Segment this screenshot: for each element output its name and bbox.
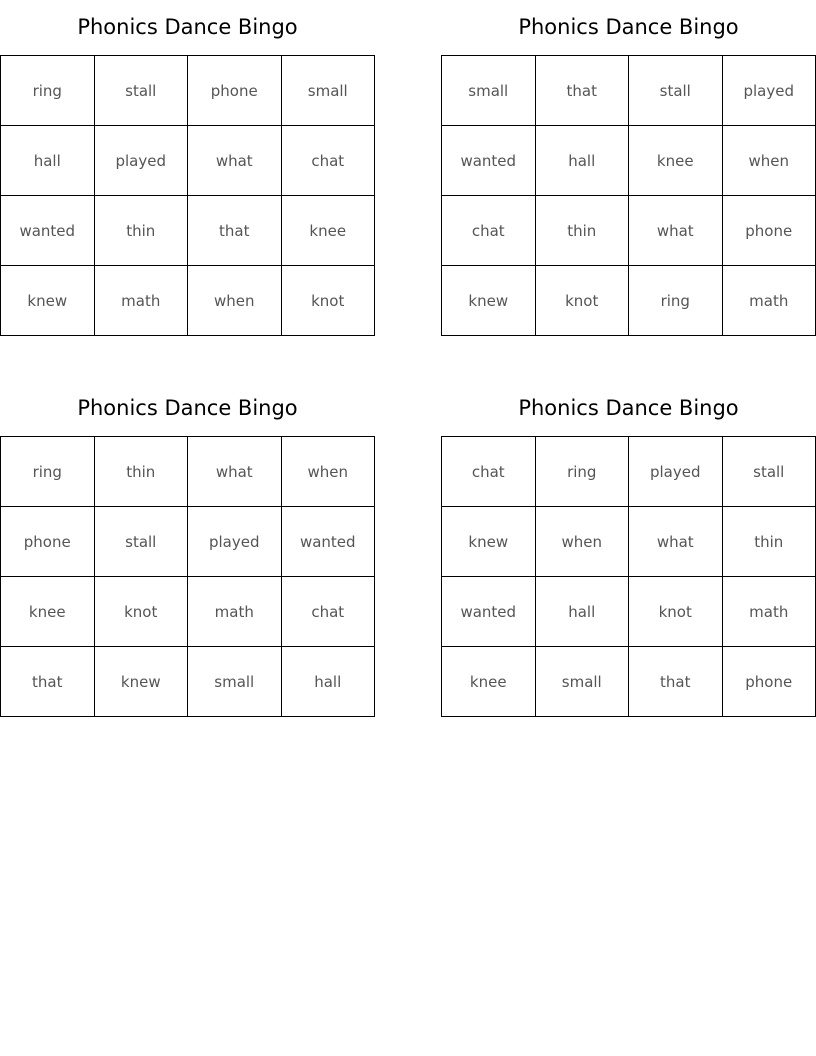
bingo-cell: phone — [1, 507, 95, 577]
card-title: Phonics Dance Bingo — [77, 396, 298, 420]
bingo-cell: knew — [442, 507, 536, 577]
bingo-cell: knot — [629, 577, 723, 647]
bingo-cell: chat — [442, 437, 536, 507]
grid-row — [1, 266, 375, 336]
bingo-grid — [441, 436, 816, 717]
bingo-grid — [441, 55, 816, 336]
bingo-cell: ring — [535, 437, 629, 507]
bingo-cell: knee — [629, 126, 723, 196]
bingo-cell: what — [629, 196, 723, 266]
bingo-cell: math — [722, 577, 816, 647]
bingo-cell: phone — [188, 56, 282, 126]
bingo-cell: hall — [535, 577, 629, 647]
bingo-cell: what — [629, 507, 723, 577]
grid-row — [442, 196, 816, 266]
bingo-cell: wanted — [442, 577, 536, 647]
bingo-cell: small — [442, 56, 536, 126]
bingo-cell: wanted — [1, 196, 95, 266]
bingo-cell: stall — [629, 56, 723, 126]
bingo-cell: small — [281, 56, 375, 126]
bingo-cell: knew — [94, 647, 188, 717]
bingo-cell: when — [281, 437, 375, 507]
bingo-cell: knee — [442, 647, 536, 717]
bingo-cell: hall — [535, 126, 629, 196]
bingo-cell: knot — [94, 577, 188, 647]
bingo-cell: thin — [722, 507, 816, 577]
bingo-cell: when — [188, 266, 282, 336]
bingo-cell: that — [188, 196, 282, 266]
bingo-cell: chat — [442, 196, 536, 266]
bingo-cell: ring — [1, 437, 95, 507]
bingo-card-1 — [0, 0, 375, 336]
grid-row — [442, 56, 816, 126]
bingo-cell: that — [629, 647, 723, 717]
bingo-cell: knee — [281, 196, 375, 266]
bingo-cell: thin — [94, 437, 188, 507]
grid-row — [442, 266, 816, 336]
grid-row — [1, 56, 375, 126]
bingo-cell: thin — [94, 196, 188, 266]
bingo-cell: math — [188, 577, 282, 647]
bingo-cell: knee — [1, 577, 95, 647]
bingo-cell: knot — [281, 266, 375, 336]
grid-row — [442, 437, 816, 507]
grid-row — [1, 126, 375, 196]
bingo-cell: when — [535, 507, 629, 577]
bingo-cell: phone — [722, 647, 816, 717]
bingo-cell: played — [629, 437, 723, 507]
bingo-cell: played — [722, 56, 816, 126]
bingo-cell: math — [94, 266, 188, 336]
bingo-cell: chat — [281, 126, 375, 196]
bingo-cell: thin — [535, 196, 629, 266]
grid-row — [442, 126, 816, 196]
grid-row — [442, 577, 816, 647]
grid-row — [1, 507, 375, 577]
grid-row — [1, 577, 375, 647]
bingo-cell: that — [1, 647, 95, 717]
bingo-cell: ring — [629, 266, 723, 336]
grid-row — [442, 507, 816, 577]
bingo-card-2 — [441, 0, 816, 336]
bingo-cell: played — [188, 507, 282, 577]
card-title: Phonics Dance Bingo — [77, 15, 298, 39]
bingo-cell: knot — [535, 266, 629, 336]
bingo-cell: wanted — [442, 126, 536, 196]
card-title: Phonics Dance Bingo — [518, 15, 739, 39]
bingo-card-4 — [441, 381, 816, 717]
bingo-cell: math — [722, 266, 816, 336]
bingo-cell: what — [188, 437, 282, 507]
bingo-cell: hall — [281, 647, 375, 717]
grid-row — [1, 196, 375, 266]
bingo-cell: wanted — [281, 507, 375, 577]
bingo-cell: played — [94, 126, 188, 196]
bingo-cell: stall — [94, 507, 188, 577]
bingo-cell: knew — [1, 266, 95, 336]
grid-row — [1, 647, 375, 717]
bingo-cell: hall — [1, 126, 95, 196]
bingo-cell: knew — [442, 266, 536, 336]
grid-row — [1, 437, 375, 507]
bingo-cell: phone — [722, 196, 816, 266]
bingo-cell: chat — [281, 577, 375, 647]
bingo-grid — [0, 55, 375, 336]
bingo-cell: what — [188, 126, 282, 196]
bingo-cell: small — [535, 647, 629, 717]
bingo-cell: that — [535, 56, 629, 126]
bingo-grid — [0, 436, 375, 717]
bingo-cell: stall — [722, 437, 816, 507]
bingo-cell: small — [188, 647, 282, 717]
grid-row — [442, 647, 816, 717]
bingo-cell: when — [722, 126, 816, 196]
card-title: Phonics Dance Bingo — [518, 396, 739, 420]
bingo-cell: stall — [94, 56, 188, 126]
bingo-card-3 — [0, 381, 375, 717]
bingo-cell: ring — [1, 56, 95, 126]
